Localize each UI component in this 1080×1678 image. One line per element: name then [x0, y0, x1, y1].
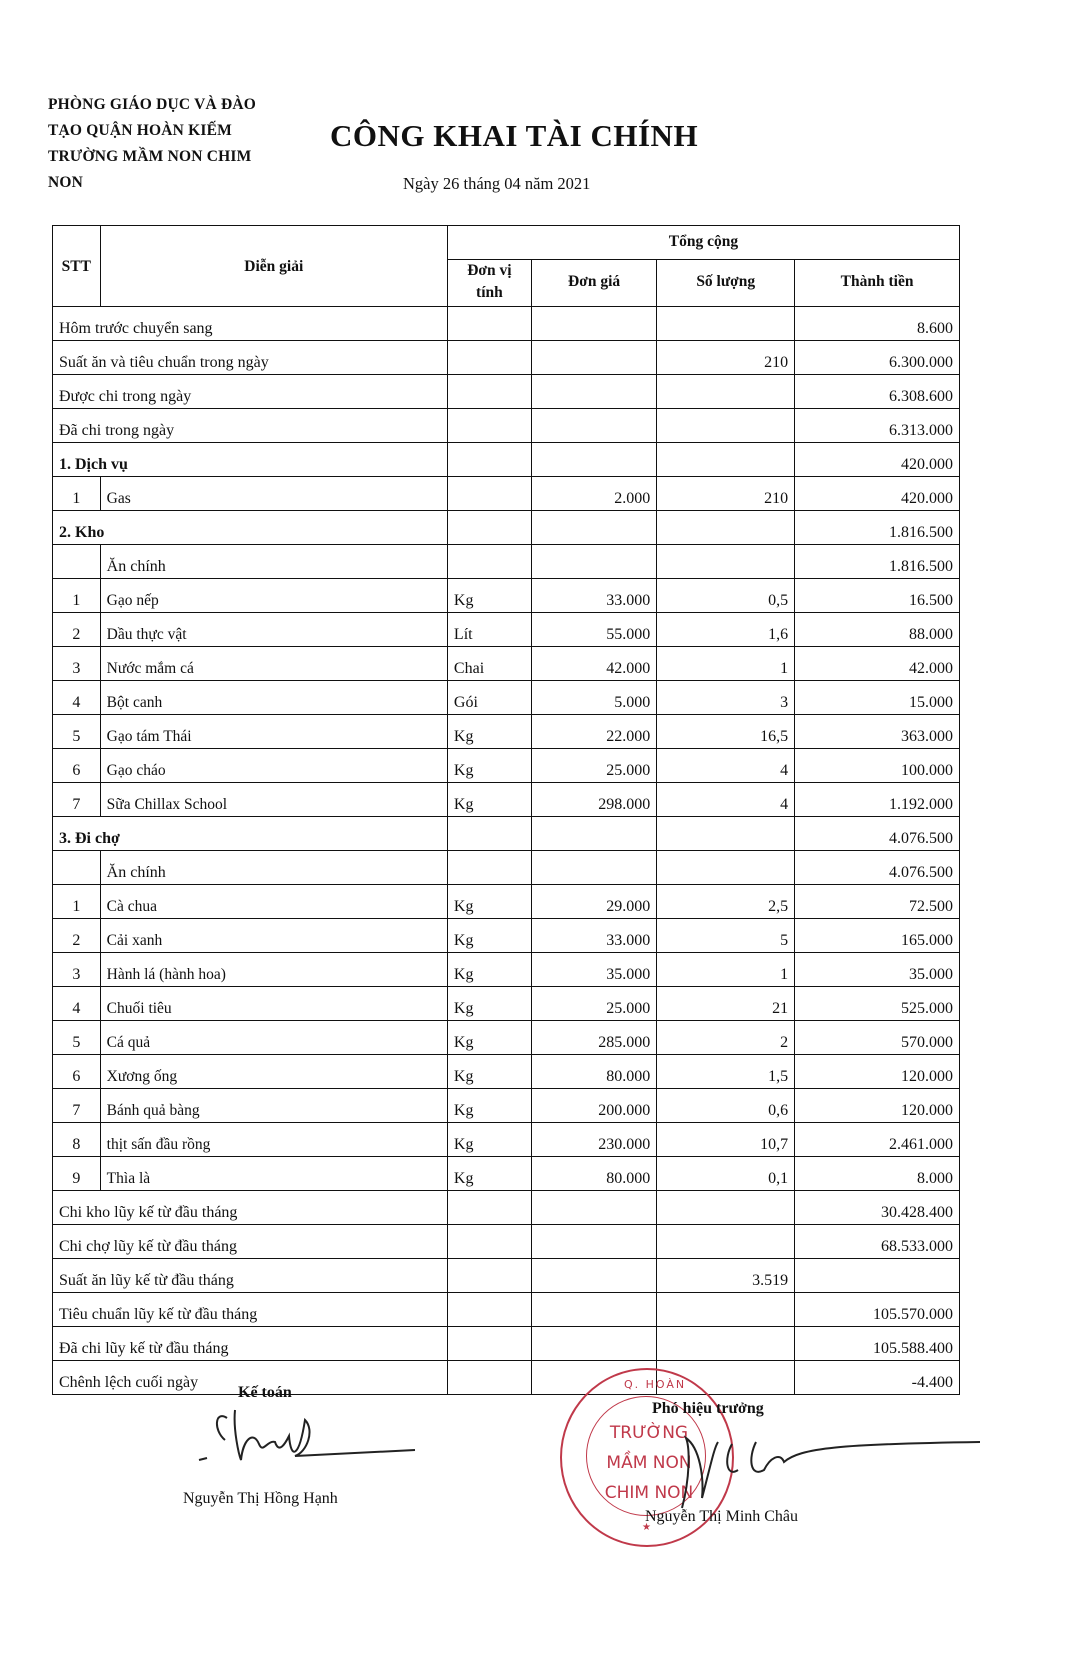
- row-description: 3. Đi chợ: [53, 817, 448, 851]
- row-unit: Kg: [447, 953, 531, 987]
- row-quantity: 210: [657, 477, 795, 511]
- row-description: Suất ăn và tiêu chuẩn trong ngày: [53, 341, 448, 375]
- header-description: Diễn giải: [100, 226, 447, 307]
- row-unit: Kg: [447, 1055, 531, 1089]
- row-quantity: 5: [657, 919, 795, 953]
- accountant-role: Kế toán: [238, 1384, 292, 1401]
- row-quantity: 10,7: [657, 1123, 795, 1157]
- row-unit-price: [531, 443, 656, 477]
- table-row-summary: [53, 307, 960, 341]
- row-description: Hành lá (hành hoa): [100, 953, 447, 987]
- row-unit-price: 298.000: [531, 783, 656, 817]
- row-stt: 7: [53, 783, 101, 817]
- row-unit-price: [531, 1225, 656, 1259]
- table-row-subsection: [53, 851, 960, 885]
- row-total: 105.570.000: [795, 1293, 960, 1327]
- row-total: 105.588.400: [795, 1327, 960, 1361]
- row-unit: [447, 443, 531, 477]
- row-unit-price: [531, 851, 656, 885]
- org-line: NON: [48, 174, 84, 191]
- row-quantity: 0,1: [657, 1157, 795, 1191]
- organization-header: [48, 92, 278, 196]
- row-total: 6.313.000: [795, 409, 960, 443]
- row-unit-price: 230.000: [531, 1123, 656, 1157]
- row-unit-price: [531, 341, 656, 375]
- row-unit: Kg: [447, 987, 531, 1021]
- table-row-item: [53, 647, 960, 681]
- row-stt: 7: [53, 1089, 101, 1123]
- row-total: 88.000: [795, 613, 960, 647]
- row-total: 1.192.000: [795, 783, 960, 817]
- row-total: 4.076.500: [795, 817, 960, 851]
- row-quantity: [657, 817, 795, 851]
- row-quantity: [657, 307, 795, 341]
- row-description: Tiêu chuẩn lũy kế từ đầu tháng: [53, 1293, 448, 1327]
- row-unit-price: 29.000: [531, 885, 656, 919]
- row-stt: 6: [53, 1055, 101, 1089]
- row-description: Ăn chính: [100, 545, 447, 579]
- row-stt: 2: [53, 919, 101, 953]
- row-quantity: [657, 1327, 795, 1361]
- row-stt: 3: [53, 953, 101, 987]
- row-total: 68.533.000: [795, 1225, 960, 1259]
- row-unit-price: [531, 817, 656, 851]
- header-unit-line2: tính: [476, 284, 503, 301]
- row-quantity: 1,6: [657, 613, 795, 647]
- header-unit: [447, 260, 531, 307]
- row-total: 363.000: [795, 715, 960, 749]
- row-unit: [447, 1191, 531, 1225]
- table-row-item: [53, 579, 960, 613]
- row-total: 42.000: [795, 647, 960, 681]
- row-description: thịt sấn đầu rồng: [100, 1123, 447, 1157]
- row-stt: 8: [53, 1123, 101, 1157]
- row-unit-price: [531, 545, 656, 579]
- table-row-item: [53, 613, 960, 647]
- row-total: 420.000: [795, 477, 960, 511]
- table-row-item: [53, 919, 960, 953]
- row-description: Chuối tiêu: [100, 987, 447, 1021]
- row-description: Hôm trước chuyển sang: [53, 307, 448, 341]
- row-total: 120.000: [795, 1055, 960, 1089]
- document-date: Ngày 26 tháng 04 năm 2021: [403, 174, 591, 193]
- row-unit-price: 33.000: [531, 579, 656, 613]
- row-quantity: [657, 545, 795, 579]
- row-stt: 4: [53, 681, 101, 715]
- row-unit: Kg: [447, 715, 531, 749]
- row-unit: [447, 511, 531, 545]
- row-unit-price: 42.000: [531, 647, 656, 681]
- table-row-section: [53, 443, 960, 477]
- vice-principal-signature: [660, 1418, 990, 1518]
- table-row-item: [53, 749, 960, 783]
- header-stt: STT: [53, 226, 101, 307]
- org-line: PHÒNG GIÁO DỤC VÀ ĐÀO: [48, 96, 257, 113]
- stamp-line: MẦM NON: [606, 1453, 692, 1473]
- row-unit-price: 33.000: [531, 919, 656, 953]
- row-total: 35.000: [795, 953, 960, 987]
- row-total: 570.000: [795, 1021, 960, 1055]
- row-description: Được chi trong ngày: [53, 375, 448, 409]
- row-unit: Kg: [447, 749, 531, 783]
- row-description: 2. Kho: [53, 511, 448, 545]
- row-unit: Kg: [447, 1089, 531, 1123]
- row-unit: [447, 341, 531, 375]
- row-stt: [53, 851, 101, 885]
- row-description: Dầu thực vật: [100, 613, 447, 647]
- table-row-item: [53, 1157, 960, 1191]
- row-stt: 5: [53, 1021, 101, 1055]
- table-row-item: [53, 1055, 960, 1089]
- row-quantity: 2: [657, 1021, 795, 1055]
- row-unit: [447, 1361, 531, 1395]
- row-unit-price: [531, 1191, 656, 1225]
- row-quantity: 210: [657, 341, 795, 375]
- row-description: Gạo tám Thái: [100, 715, 447, 749]
- row-stt: 5: [53, 715, 101, 749]
- header-quantity: Số lượng: [657, 260, 795, 307]
- table-row-summary: [53, 1259, 960, 1293]
- row-quantity: [657, 443, 795, 477]
- row-description: Đã chi lũy kế từ đầu tháng: [53, 1327, 448, 1361]
- row-quantity: 3: [657, 681, 795, 715]
- row-total: -4.400: [795, 1361, 960, 1395]
- row-unit: Kg: [447, 919, 531, 953]
- row-description: Xương ống: [100, 1055, 447, 1089]
- row-unit-price: 5.000: [531, 681, 656, 715]
- row-description: Ăn chính: [100, 851, 447, 885]
- row-quantity: [657, 409, 795, 443]
- header-unit-line1: Đơn vị: [467, 262, 512, 279]
- row-description: Bánh quả bàng: [100, 1089, 447, 1123]
- row-unit-price: [531, 307, 656, 341]
- row-description: Bột canh: [100, 681, 447, 715]
- org-line: TRƯỜNG MẦM NON CHIM: [48, 148, 252, 165]
- table-row-subsection: [53, 545, 960, 579]
- row-unit: [447, 1259, 531, 1293]
- row-unit-price: 200.000: [531, 1089, 656, 1123]
- row-unit-price: [531, 375, 656, 409]
- row-unit-price: 80.000: [531, 1157, 656, 1191]
- row-unit-price: 35.000: [531, 953, 656, 987]
- row-unit: Kg: [447, 1123, 531, 1157]
- table-row-summary: [53, 1293, 960, 1327]
- row-total: 8.000: [795, 1157, 960, 1191]
- stamp-line: CHIM NON: [604, 1483, 694, 1503]
- row-total: 1.816.500: [795, 511, 960, 545]
- row-unit: Kg: [447, 579, 531, 613]
- table-row-section: [53, 817, 960, 851]
- row-description: Cải xanh: [100, 919, 447, 953]
- stamp-ring-text: Q. HOÀN: [624, 1378, 687, 1391]
- table-row-summary: [53, 409, 960, 443]
- row-total: 4.076.500: [795, 851, 960, 885]
- row-total: 1.816.500: [795, 545, 960, 579]
- row-quantity: 0,6: [657, 1089, 795, 1123]
- row-unit: [447, 1225, 531, 1259]
- row-stt: [53, 545, 101, 579]
- row-total: 100.000: [795, 749, 960, 783]
- row-total: 6.308.600: [795, 375, 960, 409]
- table-row-item: [53, 681, 960, 715]
- table-row-section: [53, 511, 960, 545]
- row-unit: [447, 375, 531, 409]
- row-stt: 3: [53, 647, 101, 681]
- table-body: [53, 307, 960, 1395]
- row-unit-price: [531, 1293, 656, 1327]
- table-row-item: [53, 953, 960, 987]
- row-unit-price: [531, 1259, 656, 1293]
- row-stt: 9: [53, 1157, 101, 1191]
- row-unit: [447, 1327, 531, 1361]
- table-row-summary: [53, 1327, 960, 1361]
- row-unit: [447, 1293, 531, 1327]
- row-quantity: 4: [657, 783, 795, 817]
- row-total: 16.500: [795, 579, 960, 613]
- row-quantity: 0,5: [657, 579, 795, 613]
- row-unit-price: 22.000: [531, 715, 656, 749]
- row-description: 1. Dịch vụ: [53, 443, 448, 477]
- stamp-line: TRƯỜNG: [609, 1423, 689, 1443]
- row-description: Chênh lệch cuối ngày: [53, 1361, 448, 1395]
- row-unit: Kg: [447, 783, 531, 817]
- table-row-summary: [53, 1361, 960, 1395]
- row-total: 15.000: [795, 681, 960, 715]
- row-unit: Gói: [447, 681, 531, 715]
- table-row-item: [53, 1089, 960, 1123]
- row-total: 6.300.000: [795, 341, 960, 375]
- row-quantity: 16,5: [657, 715, 795, 749]
- table-row-summary: [53, 1225, 960, 1259]
- row-quantity: 4: [657, 749, 795, 783]
- row-quantity: 1: [657, 953, 795, 987]
- table-row-item: [53, 783, 960, 817]
- row-description: Đã chi trong ngày: [53, 409, 448, 443]
- row-stt: 6: [53, 749, 101, 783]
- row-unit-price: 25.000: [531, 749, 656, 783]
- row-quantity: 1,5: [657, 1055, 795, 1089]
- table-row-summary: [53, 375, 960, 409]
- header-total: Thành tiền: [795, 260, 960, 307]
- row-unit: [447, 307, 531, 341]
- row-unit: [447, 409, 531, 443]
- vice-principal-role: Phó hiệu trưởng: [652, 1400, 764, 1417]
- table-row-summary: [53, 1191, 960, 1225]
- row-unit: Kg: [447, 1021, 531, 1055]
- row-quantity: 1: [657, 647, 795, 681]
- row-description: Chi kho lũy kế từ đầu tháng: [53, 1191, 448, 1225]
- row-unit-price: [531, 1327, 656, 1361]
- vice-principal-name: Nguyễn Thị Minh Châu: [645, 1508, 799, 1525]
- row-quantity: 21: [657, 987, 795, 1021]
- row-total: 165.000: [795, 919, 960, 953]
- row-unit-price: 25.000: [531, 987, 656, 1021]
- row-quantity: 3.519: [657, 1259, 795, 1293]
- row-stt: 2: [53, 613, 101, 647]
- row-quantity: [657, 851, 795, 885]
- row-stt: 4: [53, 987, 101, 1021]
- row-unit: Chai: [447, 647, 531, 681]
- row-unit-price: 55.000: [531, 613, 656, 647]
- row-description: Thìa là: [100, 1157, 447, 1191]
- row-description: Gạo nếp: [100, 579, 447, 613]
- row-description: Sữa Chillax School: [100, 783, 447, 817]
- table-row-item: [53, 715, 960, 749]
- row-quantity: [657, 375, 795, 409]
- row-description: Gas: [100, 477, 447, 511]
- row-stt: 1: [53, 579, 101, 613]
- row-quantity: [657, 1293, 795, 1327]
- row-unit: [447, 851, 531, 885]
- row-stt: 1: [53, 885, 101, 919]
- table-row-summary: [53, 341, 960, 375]
- row-unit-price: 80.000: [531, 1055, 656, 1089]
- row-unit: [447, 545, 531, 579]
- stamp-star-icon: ★: [642, 1522, 651, 1533]
- row-total: 525.000: [795, 987, 960, 1021]
- row-description: Cà chua: [100, 885, 447, 919]
- financial-table: [52, 225, 960, 1395]
- row-quantity: [657, 1191, 795, 1225]
- row-description: Chi chợ lũy kế từ đầu tháng: [53, 1225, 448, 1259]
- row-stt: 1: [53, 477, 101, 511]
- document-title: CÔNG KHAI TÀI CHÍNH: [330, 118, 699, 153]
- row-total: 420.000: [795, 443, 960, 477]
- row-unit-price: 285.000: [531, 1021, 656, 1055]
- row-unit: [447, 817, 531, 851]
- table-row-item: [53, 987, 960, 1021]
- row-total: 72.500: [795, 885, 960, 919]
- row-quantity: [657, 1225, 795, 1259]
- row-unit: Kg: [447, 885, 531, 919]
- row-unit-price: [531, 409, 656, 443]
- row-quantity: [657, 511, 795, 545]
- row-description: Cá quả: [100, 1021, 447, 1055]
- row-total: 2.461.000: [795, 1123, 960, 1157]
- table-row-item: [53, 885, 960, 919]
- row-total: 120.000: [795, 1089, 960, 1123]
- row-quantity: 2,5: [657, 885, 795, 919]
- org-line: TẠO QUẬN HOÀN KIẾM: [48, 122, 233, 139]
- row-total: 30.428.400: [795, 1191, 960, 1225]
- table-row-item: [53, 477, 960, 511]
- row-unit: Lít: [447, 613, 531, 647]
- row-unit: Kg: [447, 1157, 531, 1191]
- row-unit: [447, 477, 531, 511]
- row-description: Suất ăn lũy kế từ đầu tháng: [53, 1259, 448, 1293]
- row-unit-price: [531, 511, 656, 545]
- header-price: Đơn giá: [531, 260, 656, 307]
- table-row-item: [53, 1123, 960, 1157]
- row-total: [795, 1259, 960, 1293]
- row-unit-price: 2.000: [531, 477, 656, 511]
- header-group-total: Tổng cộng: [447, 226, 959, 260]
- row-description: Nước mắm cá: [100, 647, 447, 681]
- row-description: Gạo cháo: [100, 749, 447, 783]
- table-row-item: [53, 1021, 960, 1055]
- accountant-signature: [195, 1400, 425, 1480]
- accountant-name: Nguyễn Thị Hồng Hạnh: [183, 1490, 338, 1507]
- row-total: 8.600: [795, 307, 960, 341]
